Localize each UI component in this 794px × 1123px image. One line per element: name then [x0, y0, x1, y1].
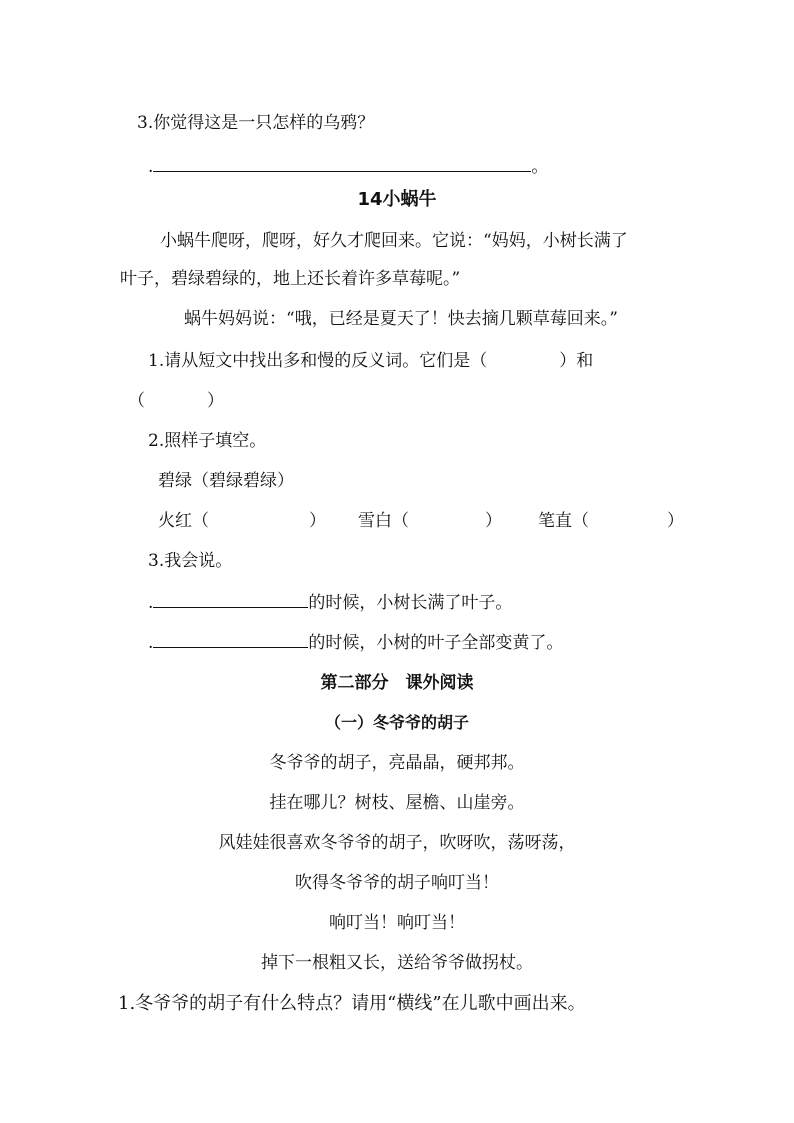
- fill-item-1-word: 火红（: [158, 511, 209, 531]
- passage-line-3: 蜗牛妈妈说：“哦，已经是夏天了！快去摘几颗草莓回来。”: [184, 309, 618, 329]
- example-phrase: 碧绿（碧绿碧绿）: [158, 471, 294, 491]
- poem-line-6: 掉下一根粗又长，送给爷爷做拐杖。: [261, 953, 533, 973]
- fill-item-1-close: ）: [309, 511, 326, 531]
- lesson-title: 14小蜗牛: [357, 189, 437, 210]
- speak-blank-1[interactable]: [153, 591, 308, 608]
- speak-2-dot: .: [148, 633, 154, 653]
- poem-line-1: 冬爷爷的胡子，亮晶晶，硬邦邦。: [269, 753, 525, 773]
- speak-1-text: 的时候，小树长满了叶子。: [308, 593, 513, 613]
- speak-1-dot: .: [148, 593, 154, 613]
- fill-item-3: [538, 509, 684, 533]
- passage-line-1: 小蜗牛爬呀，爬呀，好久才爬回来。它说：“妈妈，小树长满了: [160, 231, 628, 251]
- answer-blank[interactable]: [153, 155, 531, 172]
- question-1-antonyms: [148, 349, 593, 373]
- question-1-and: ）和: [559, 351, 594, 371]
- speak-blank-2[interactable]: [153, 631, 308, 648]
- answer-line-crow[interactable]: [148, 155, 548, 179]
- poem-line-4: 吹得冬爷爷的胡子响叮当！: [295, 873, 499, 893]
- poem-line-5: 响叮当！响叮当！: [329, 913, 465, 933]
- speak-sentence-2: [148, 631, 563, 655]
- answer-end-mark: 。: [531, 157, 549, 177]
- poem-line-3: 风娃娃很喜欢冬爷爷的胡子，吹呀吹，荡呀荡，: [218, 833, 576, 853]
- question-3-speak: 3.我会说。: [148, 551, 233, 571]
- speak-2-text: 的时候，小树的叶子全部变黄了。: [308, 633, 564, 653]
- answer-lead-dot: .: [148, 157, 154, 177]
- paren-close: ）: [207, 391, 224, 411]
- fill-item-2-word: 雪白（: [358, 511, 409, 531]
- question-2-fill: 2.照样子填空。: [148, 431, 267, 451]
- fill-item-2: [358, 509, 502, 533]
- reading-question-1: 1.冬爷爷的胡子有什么特点？请用“横线”在儿歌中画出来。: [118, 993, 586, 1014]
- fill-item-3-close: ）: [667, 511, 684, 531]
- poem-line-2: 挂在哪儿？树枝、屋檐、山崖旁。: [269, 793, 525, 813]
- question-3-crow: 3.你觉得这是一只怎样的乌鸦？: [137, 113, 375, 133]
- reading-1-title: （一）冬爷爷的胡子: [324, 713, 469, 732]
- fill-item-3-word: 笔直（: [538, 511, 589, 531]
- fill-item-2-close: ）: [485, 511, 502, 531]
- fill-item-1: [158, 509, 326, 533]
- part-2-title: 第二部分 课外阅读: [320, 673, 474, 693]
- antonym-blank-2-row: [128, 389, 224, 413]
- speak-sentence-1: [148, 591, 512, 615]
- passage-line-2: 叶子，碧绿碧绿的，地上还长着许多草莓呢。”: [120, 269, 461, 289]
- question-1-text: 1.请从短文中找出多和慢的反义词。它们是（: [148, 351, 488, 371]
- paren-open: （: [128, 391, 145, 411]
